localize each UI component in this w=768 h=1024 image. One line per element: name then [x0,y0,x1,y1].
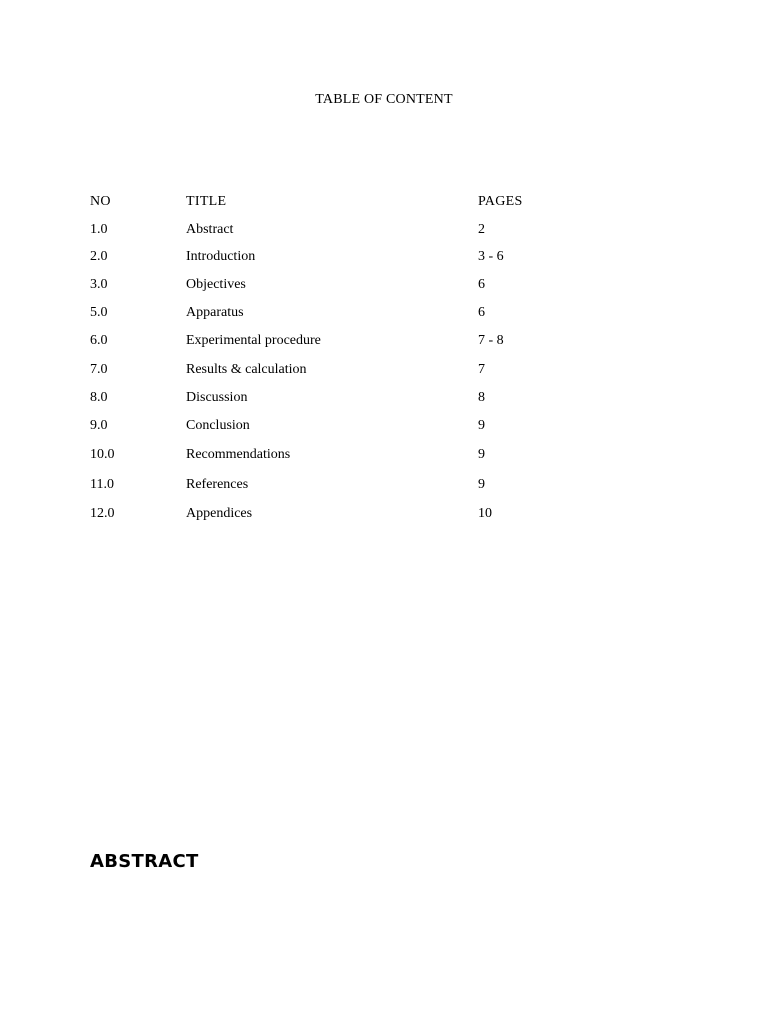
row-number: 2.0 [90,249,108,264]
row-number: 1.0 [90,222,108,237]
row-number: 3.0 [90,277,108,292]
column-header-title: TITLE [186,194,227,209]
row-title: References [186,477,249,492]
row-number: 12.0 [90,506,115,521]
row-title: Apparatus [186,305,244,320]
row-pages: 2 [478,222,485,237]
table-row [90,222,590,242]
page-title: TABLE OF CONTENT [315,92,453,107]
row-pages: 7 [478,362,485,377]
table-row [90,333,590,353]
table-row [90,305,590,325]
row-pages: 8 [478,390,485,405]
row-title: Objectives [186,277,246,292]
row-number: 11.0 [90,477,114,492]
table-header-row [90,194,590,214]
table-row [90,390,590,410]
row-pages: 6 [478,277,485,292]
row-number: 10.0 [90,447,115,462]
row-number: 9.0 [90,418,108,433]
row-pages: 7 - 8 [478,333,504,348]
row-title: Introduction [186,249,256,264]
table-row [90,277,590,297]
row-pages: 6 [478,305,485,320]
table-row [90,249,590,269]
row-title: Recommendations [186,447,291,462]
row-title: Appendices [186,506,253,521]
row-title: Results & calculation [186,362,307,377]
row-number: 5.0 [90,305,108,320]
row-pages: 9 [478,418,485,433]
table-row [90,477,590,497]
row-pages: 3 - 6 [478,249,504,264]
row-title: Conclusion [186,418,250,433]
row-number: 6.0 [90,333,108,348]
row-title: Experimental procedure [186,333,321,348]
column-header-no: NO [90,194,111,209]
row-number: 7.0 [90,362,108,377]
row-title: Discussion [186,390,248,405]
table-row [90,447,590,467]
row-pages: 9 [478,477,485,492]
table-row [90,418,590,438]
row-number: 8.0 [90,390,108,405]
row-title: Abstract [186,222,234,237]
row-pages: 9 [478,447,485,462]
abstract-heading: ABSTRACT [90,851,199,872]
column-header-pages: PAGES [478,194,523,209]
table-row [90,506,590,526]
table-row [90,362,590,382]
row-pages: 10 [478,506,492,521]
